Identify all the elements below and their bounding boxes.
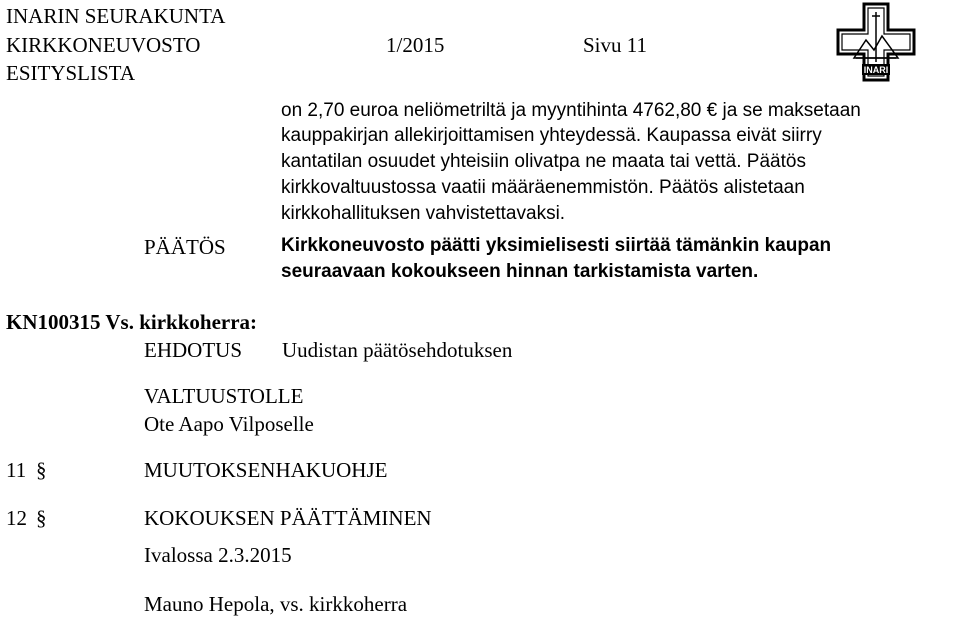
logo-text: INARI [863,65,889,75]
header-number: 1/2015 [386,33,445,57]
header-org: INARIN SEURAKUNTA [6,4,226,28]
item-number: 11 [6,458,27,482]
item-title: KOKOUKSEN PÄÄTTÄMINEN [144,506,432,530]
paragraph-line-5: kirkkohallituksen vahvistettavaksi. [281,203,566,224]
paragraph-line-4: kirkkovaltuustossa vaatii määräenemmistön. Päätös alistetaan [281,177,805,198]
header-page: Sivu 11 [583,33,647,57]
header-doc-type: ESITYSLISTA [6,61,135,85]
item-title: MUUTOKSENHAKUOHJE [144,458,388,482]
decision-line-1: Kirkkoneuvosto päätti yksimielisesti siirtää tämänkin kaupan [281,235,832,256]
paragraph-line-1: on 2,70 euroa neliömetriltä ja myyntihinta 4762,80 € ja se maksetaan [281,100,861,121]
decision-line-2: seuraavaan kokoukseen hinnan tarkistamista varten. [281,261,759,282]
paragraph-line-2: kauppakirjan allekirjoittamisen yhteydessä. Kaupassa eivät siirry [281,125,822,146]
item-section-mark: § [36,458,47,482]
item-section-mark: § [36,506,47,530]
proposal-text: Uudistan päätösehdotuksen [282,338,513,362]
signature-place-date: Ivalossa 2.3.2015 [144,543,292,567]
distribution-line-1: VALTUUSTOLLE [144,384,304,408]
proposal-label: EHDOTUS [144,338,242,362]
signature-name: Mauno Hepola, vs. kirkkoherra [144,592,408,616]
proposal-presenter: KN100315 Vs. kirkkoherra: [6,310,258,334]
distribution-line-2: Ote Aapo Vilposelle [144,412,314,436]
header-body: KIRKKONEUVOSTO [6,33,201,57]
parish-logo [836,2,916,82]
paragraph-line-3: kantatilan osuudet yhteisiin olivatpa ne maata tai vettä. Päätös [281,151,806,172]
item-number: 12 [6,506,27,530]
decision-label: PÄÄTÖS [144,235,226,259]
